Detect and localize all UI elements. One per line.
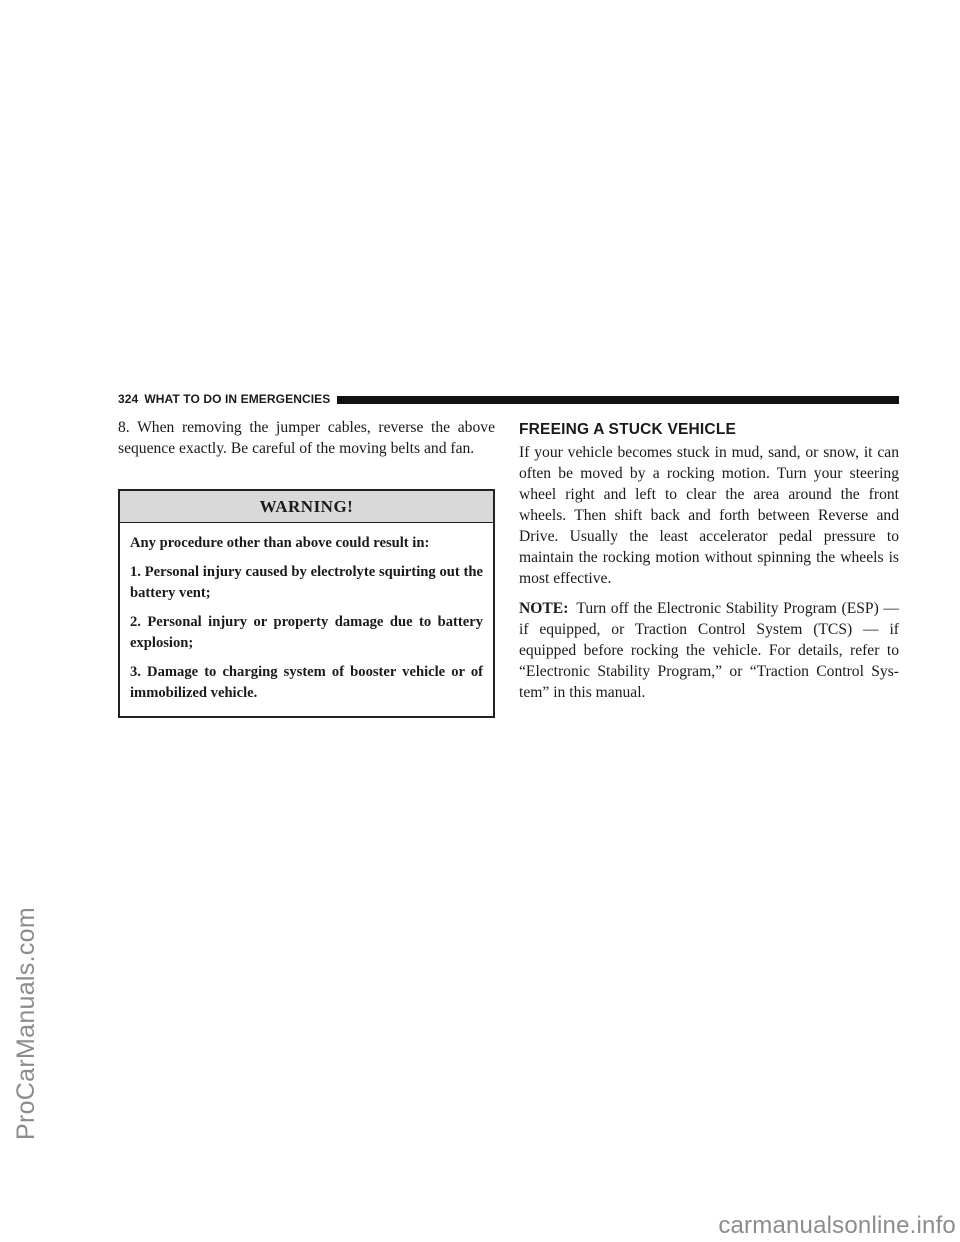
warning-body (120, 523, 493, 716)
body-paragraph: If your vehicle becomes stuck in mud, sand, or snow, it can often be moved by a rocking motion. Turn your steering wheel right and left to clear the area around the front wheels. Then shift back and forth between Reverse and Drive. Usually the least accelerator pedal pressure to maintain the rocking motion without spinning the wheels is most effective. (519, 444, 899, 587)
page-number: 324 (118, 392, 139, 406)
left-column (118, 417, 495, 718)
right-column (519, 417, 899, 703)
intro-paragraph: 8. When removing the jumper cables, reverse the above sequence exactly. Be careful of the moving belts and fan. (118, 419, 495, 457)
warning-title: WARNING! (120, 491, 493, 523)
side-watermark: ProCarManuals.com (12, 907, 40, 1140)
warning-item: 3. Damage to charging system of booster vehicle or of immobilized vehicle. (130, 664, 483, 701)
warning-item: 2. Personal injury or property damage due to battery explosion; (130, 614, 483, 651)
note-text: Turn off the Electronic Stability Program (ESP) — if equipped, or Traction Control System (TCS) — if equipped before rocking the vehicle. For details, refer to “Electronic Stability Program,” or “Traction Control Sys-tem” in this manual. (519, 600, 899, 701)
note-paragraph (519, 598, 899, 703)
section-heading: FREEING A STUCK VEHICLE (519, 421, 737, 438)
bottom-watermark: carmanualsonline.info (718, 1212, 956, 1239)
warning-item: 1. Personal injury caused by electrolyte squirting out the battery vent; (130, 564, 483, 601)
note-label: NOTE: (519, 600, 569, 617)
warning-item: Any procedure other than above could result in: (130, 535, 430, 551)
section-title: WHAT TO DO IN EMERGENCIES (144, 392, 331, 406)
page-header (118, 391, 899, 407)
warning-box (118, 489, 495, 718)
header-rule (337, 396, 899, 404)
